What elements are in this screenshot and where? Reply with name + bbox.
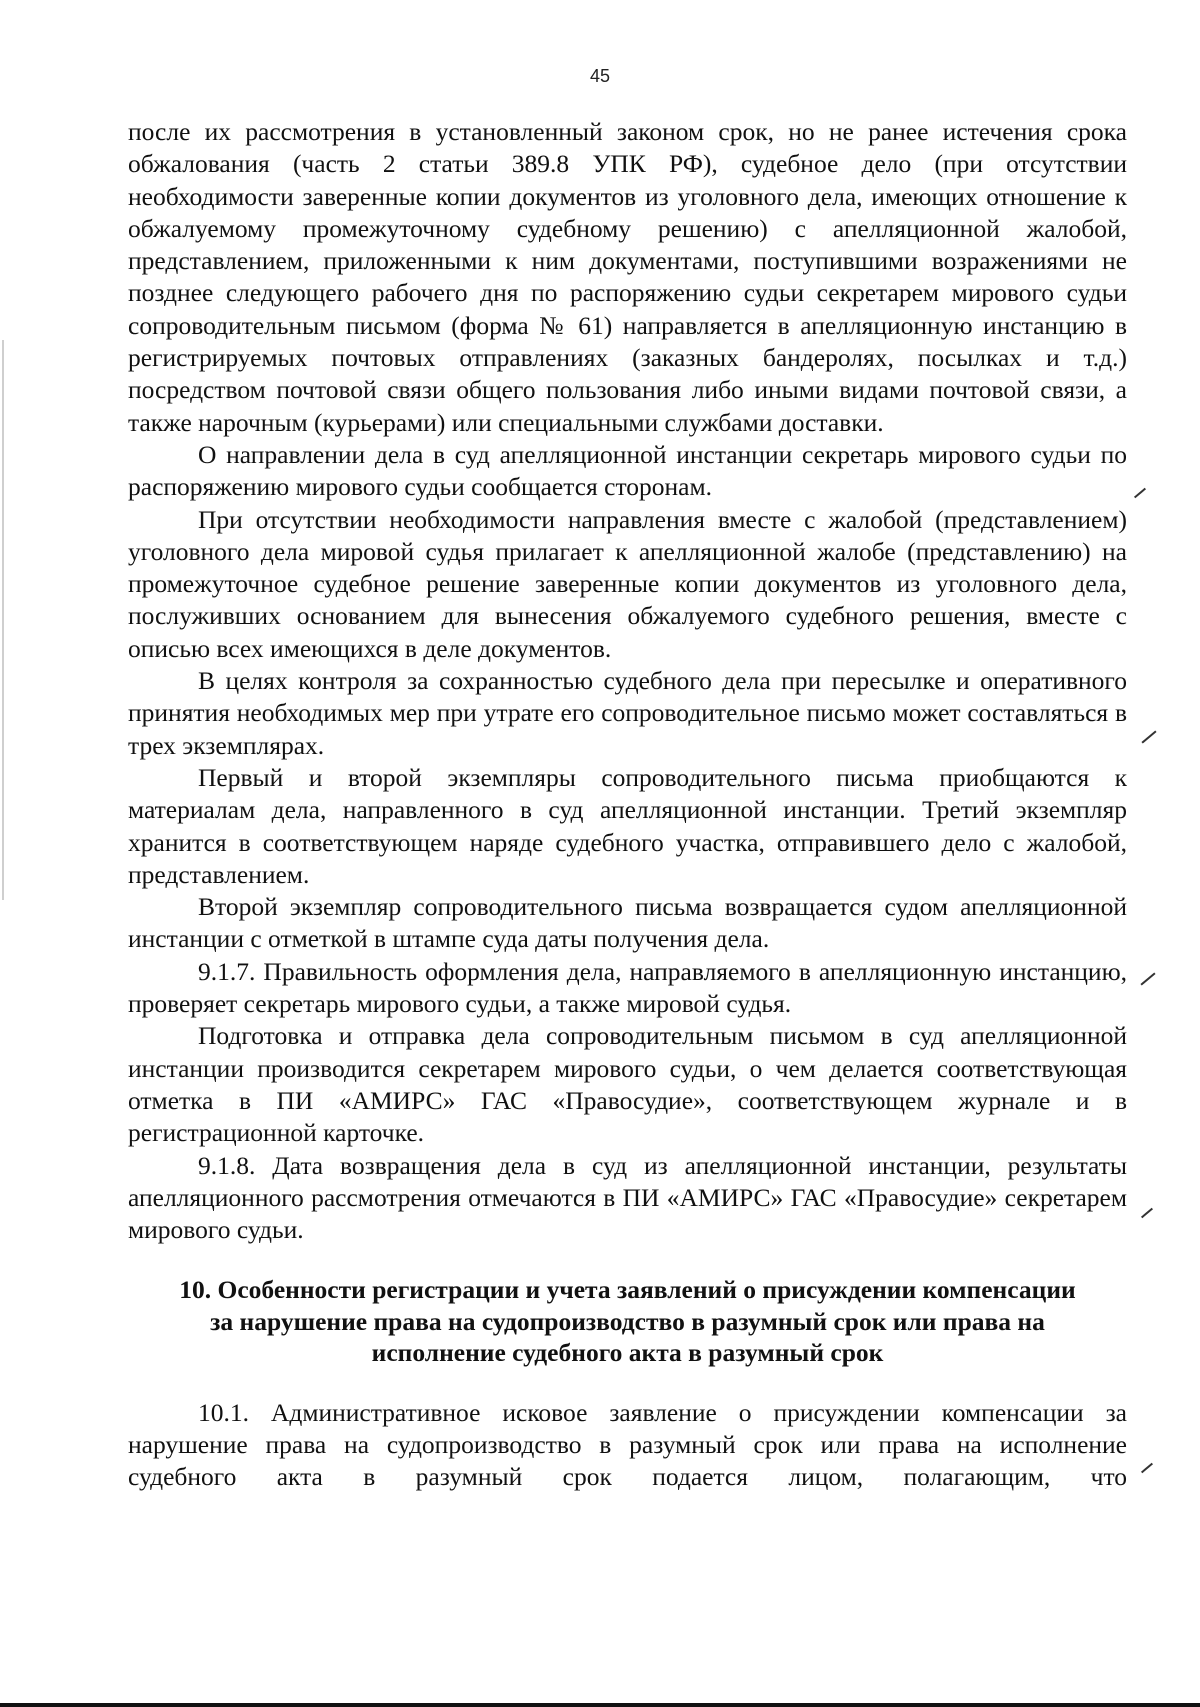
margin-check-mark	[1134, 488, 1146, 499]
section-heading-line-1: 10. Особенности регистрации и учета заявлений о присуждении компенсации	[179, 1275, 1076, 1305]
paragraph-continuation: после их рассмотрения в установленный законом срок, но не ранее истечения срока обжалования (часть 2 статьи 389.8 УПК РФ), судебное дело (при отсутствии необходимости заверенные копии документов из уголовного дела, имеющих отношение к обжалуемому промежуточному судебному решению) с апелляционной жалобой, представлением, приложенными к ним документами, поступившими возражениями не позднее следующего рабочего дня по распоряжению судьи секретарем мирового судьи сопроводительным письмом (форма № 61) направляется в апелляционную инстанцию в регистрируемых почтовых отправлениях (заказных бандеролях, посылках и т.д.) посредством почтовой связи общего пользования либо иными видами почтовой связи, а также нарочным (курьерами) или специальными службами доставки.	[128, 117, 1127, 437]
margin-check-mark	[1141, 1463, 1153, 1474]
document-body	[128, 116, 1127, 1494]
margin-check-mark	[1141, 730, 1156, 743]
scan-bottom-edge	[0, 1703, 1200, 1707]
paragraph-preparation: Подготовка и отправка дела сопроводительным письмом в суд апелляционной инстанции производится секретарем мирового судьи, о чем делается соответствующая отметка в ПИ «АМИРС» ГАС «Правосудие», соответствующем журнале и в регистрационной карточке.	[128, 1021, 1127, 1148]
paragraph-first-second-copies: Первый и второй экземпляры сопроводительного письма приобщаются к материалам дела, направленного в суд апелляционной инстанции. Третий экземпляр хранится в соответствующем наряде судебного участка, отправившего дело с жалобой, представлением.	[128, 762, 1127, 889]
page-number: 45	[589, 66, 611, 86]
paragraph-no-case-attachment: При отсутствии необходимости направления вместе с жалобой (представлением) уголовного дела мировой судья прилагает к апелляционной жалобе (представлению) на промежуточное судебное решение заверенные копии документов из уголовного дела, послуживших основанием для вынесения обжалуемого судебного решения, вместе с описью всех имеющихся в деле документов.	[128, 504, 1127, 663]
margin-check-mark	[1140, 972, 1155, 985]
paragraph-9-1-8: 9.1.8. Дата возвращения дела в суд из апелляционной инстанции, результаты апелляционного рассмотрения отмечаются в ПИ «АМИРС» ГАС «Правосудие» секретарем мирового судьи.	[128, 1150, 1127, 1245]
scan-edge-left	[2, 340, 4, 900]
paragraph-9-1-7: 9.1.7. Правильность оформления дела, направляемого в апелляционную инстанцию, проверяет секретарь мирового судьи, а также мировой судья.	[128, 956, 1127, 1019]
margin-check-mark	[1141, 1208, 1153, 1219]
section-heading-line-2: за нарушение права на судопроизводство в разумный срок или права на	[210, 1306, 1045, 1336]
paragraph-copies-control: В целях контроля за сохранностью судебного дела при пересылке и оперативного принятия необходимых мер при утрате его сопроводительное письмо может составляться в трех экземплярах.	[128, 666, 1127, 760]
paragraph-second-copy-return: Второй экземпляр сопроводительного письма возвращается судом апелляционной инстанции с отметкой в штампе суда даты получения дела.	[128, 892, 1127, 954]
section-heading	[128, 1274, 1127, 1369]
paragraph-10-1: 10.1. Административное исковое заявление о присуждении компенсации за нарушение права на судопроизводство в разумный срок или права на исполнение судебного акта в разумный срок подается лицом, полагающим, что	[128, 1397, 1127, 1492]
section-heading-line-3: исполнение судебного акта в разумный срок	[371, 1338, 884, 1368]
paragraph-notification: О направлении дела в суд апелляционной инстанции секретарь мирового судьи по распоряжению мирового судьи сообщается сторонам.	[128, 439, 1127, 502]
